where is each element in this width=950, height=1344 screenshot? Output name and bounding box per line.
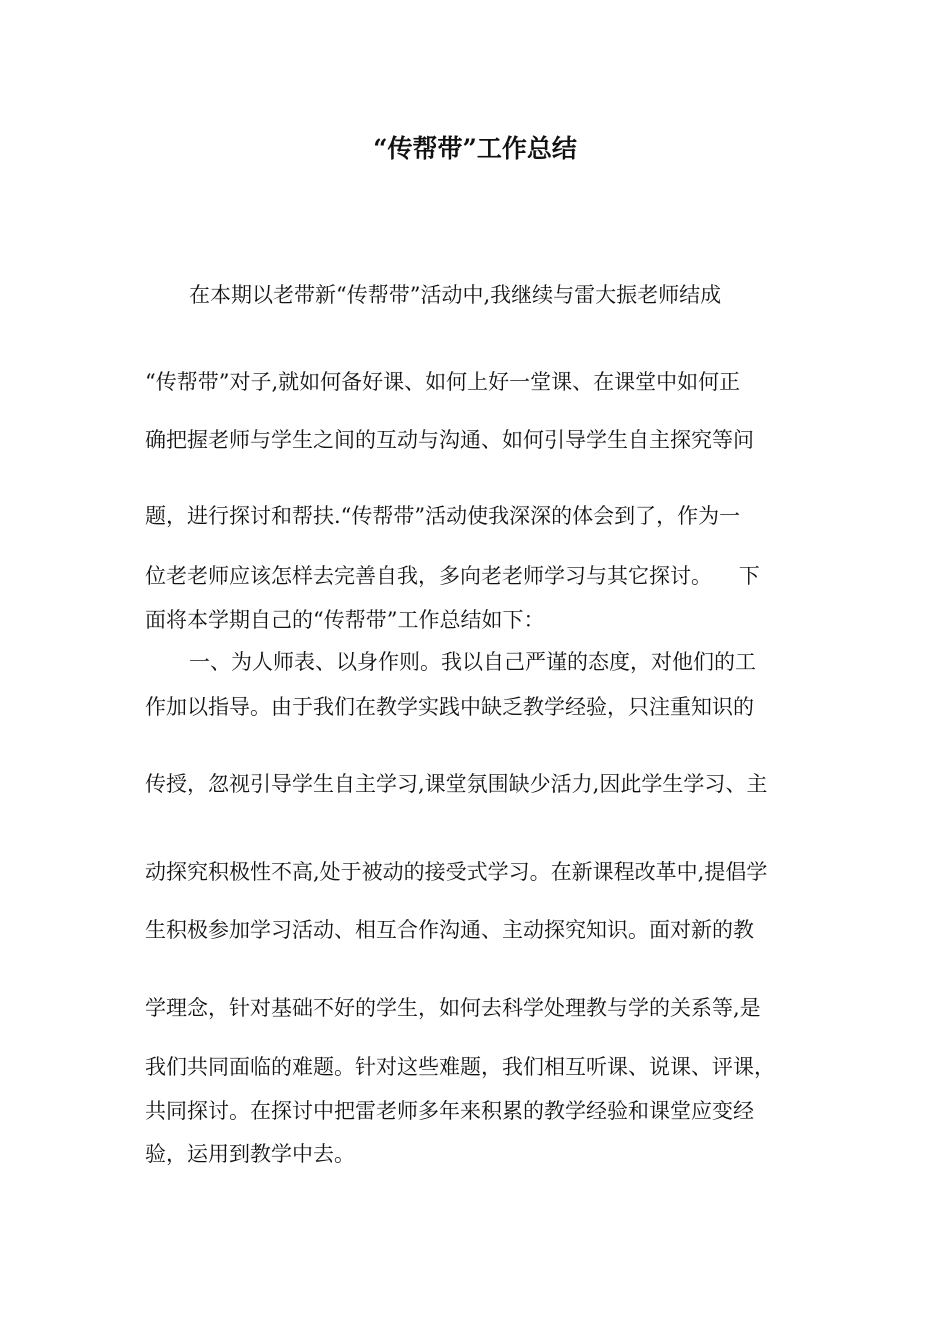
paragraph-line: 生积极参加学习活动、相互合作沟通、主动探究知识。面对新的教 [145,918,754,942]
paragraph-line: 位老老师应该怎样去完善自我，多向老老师学习与其它探讨。 下 [145,564,760,588]
paragraph-line: 验，运用到教学中去。 [145,1142,355,1166]
paragraph-line: 我们共同面临的难题。针对这些难题，我们相互听课、说课、评课， [145,1055,775,1079]
paragraph-line: 一、为人师表、以身作则。我以自己严谨的态度，对他们的工 [189,650,756,674]
paragraph-line: 确把握老师与学生之间的互动与沟通、如何引导学生自主探究等问 [145,428,754,452]
paragraph-line: 共同探讨。在探讨中把雷老师多年来积累的教学经验和课堂应变经 [145,1099,754,1123]
paragraph-line: 传授，忽视引导学生自主学习,课堂氛围缺少活力,因此学生学习、主 [145,772,768,796]
paragraph-line: “传帮带”对子,就如何备好课、如何上好一堂课、在课堂中如何正 [145,370,741,394]
paragraph-line: 题，进行探讨和帮扶.“传帮带”活动使我深深的体会到了，作为一 [145,504,741,528]
paragraph-line: 学理念，针对基础不好的学生，如何去科学处理教与学的关系等,是 [145,996,761,1020]
paragraph-line: 面将本学期自己的“传帮带”工作总结如下： [145,608,545,632]
paragraph-line: 在本期以老带新“传帮带”活动中,我继续与雷大振老师结成 [189,283,722,307]
paragraph-line: 动探究积极性不高,处于被动的接受式学习。在新课程改革中,提倡学 [145,860,768,884]
document-title: “传帮带”工作总结 [373,134,577,163]
paragraph-line: 作加以指导。由于我们在教学实践中缺乏教学经验，只注重知识的 [145,695,754,719]
